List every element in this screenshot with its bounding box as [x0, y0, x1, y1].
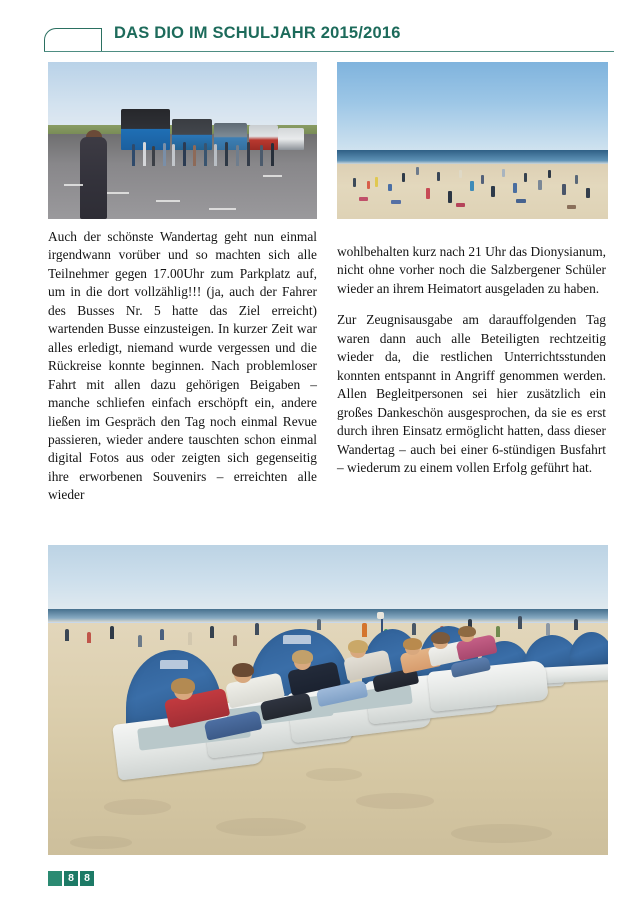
paragraph: Zur Zeugnisausgabe am darauffolgenden Tag waren dann auch alle Beteiligten rechtzeitig wieder da, die restlichen Unterrichtsstunden konnten entspannt in Angriff genommen werden. Allen Begleitpersonen sei hier zusätzlich ein großes Dankeschön ausgesprochen, da sie es erst durch ihren Einsatz ermöglicht hatten, dass dieser Wandertag – auch bei einer 6-stündigen Busfahrt – wiederum zu einem vollen Erfolg geführt hat. [337, 312, 606, 475]
paragraph: wohlbehalten kurz nach 21 Uhr das Dionysianum, nicht ohne vorher noch die Salzbergener Schüler wieder an ihrem Heimatort ausgeladen zu haben. [337, 244, 606, 296]
photo-girl-hair [431, 632, 449, 644]
photo-beach-loungers [48, 545, 608, 855]
photo-flag [377, 612, 384, 619]
body-column-right [337, 243, 606, 490]
page-header [44, 24, 614, 56]
photo-foreground-person [80, 137, 107, 219]
photo-buses-parking-lot [48, 62, 317, 219]
photo-girl-hair [403, 638, 422, 650]
photo-sky [337, 62, 608, 150]
photo-canopy-crown [160, 660, 188, 669]
page-number [48, 871, 94, 886]
page-title: DAS DIO IM SCHULJAHR 2015/2016 [114, 24, 401, 42]
folio-box-blank [48, 871, 62, 886]
photo-girl-hair [232, 663, 254, 677]
photo-crowd [129, 141, 285, 166]
photo-sand [337, 164, 608, 219]
photo-girl-hair [458, 626, 476, 637]
photo-girl-hair [292, 650, 313, 664]
photo-canopy-crown [283, 635, 311, 644]
body-column-left [48, 228, 317, 518]
header-divider [44, 51, 614, 52]
photo-beach-overview [337, 62, 608, 219]
header-bracket-ornament [44, 28, 102, 52]
folio-digit: 8 [64, 871, 78, 886]
photo-girl-hair [171, 678, 195, 694]
photo-girl-hair [348, 640, 368, 653]
paragraph: Auch der schönste Wandertag geht nun einmal irgendwann vorüber und so machten sich alle Teilnehmer gegen 17.00Uhr zum Parkplatz auf, um in die dort vollzählig!!! (ja, auch der Fahrer des Busses Nr. 5 hatte das Ziel erreicht) wartenden Busse einzusteigen. In kurzer Zeit war alles erledigt, niemand wurde vergessen und die Rückreise konnte beginnen. Nach problemloser Fahrt mit allen dazu gehörigen Beigaben – manche schliefen einfach erschöpft ein, andere ließen im Gespräch den Tag noch einmal Revue passieren, wieder andere tauschten schon einmal digital Fotos aus oder zeigten sich gegenseitig ihre erworbenen Souvenirs – erreichten alle wieder [48, 229, 317, 503]
folio-digit: 8 [80, 871, 94, 886]
photo-sea [337, 150, 608, 164]
photo-sea [48, 609, 608, 623]
photo-sky [48, 545, 608, 610]
